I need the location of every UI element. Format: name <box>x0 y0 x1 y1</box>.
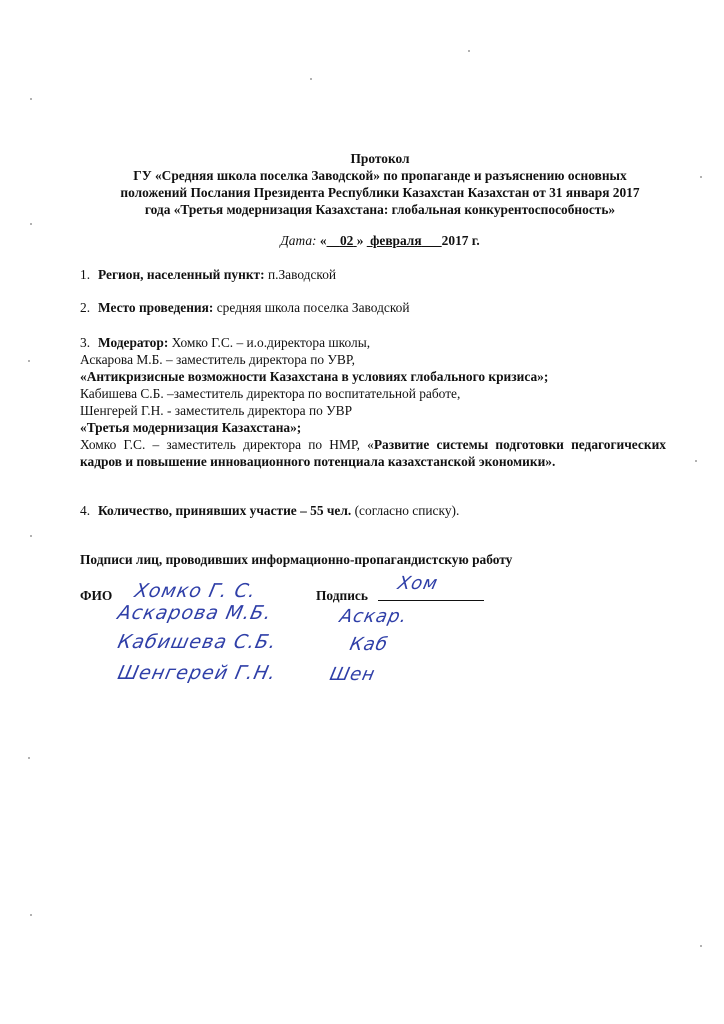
handwritten-name: Кабишева С.Б. <box>115 631 279 653</box>
date-year: 2017 г. <box>441 233 480 248</box>
handwritten-signature: Шен <box>327 664 378 685</box>
item-number: 4. <box>80 503 91 518</box>
moderator-topic: Развитие системы подготовки педагогических кадров и повышение инновационного потенциала казахстанской экономики». <box>80 437 666 469</box>
fio-label: ФИО <box>80 588 113 603</box>
moderator-line: Аскарова М.Б. – заместитель директора по УВР, <box>80 352 355 367</box>
date-open-quote: « <box>319 233 327 248</box>
moderator-line: Хомко Г.С. – заместитель директора по НМР, « <box>80 437 374 452</box>
item-value: (согласно списку). <box>351 503 460 518</box>
item-participants <box>80 502 459 519</box>
scan-speck <box>468 50 470 52</box>
moderator-line: Кабишева С.Б. –заместитель директора по воспитательной работе, <box>80 386 461 401</box>
handwritten-name: Аскарова М.Б. <box>115 602 274 624</box>
date-month-value: февраля <box>370 233 422 248</box>
moderator-topic: «Третья модернизация Казахстана»; <box>80 420 302 435</box>
document-title: Протокол <box>350 151 410 166</box>
handwritten-name: Хомко Г. С. <box>132 580 259 602</box>
scan-speck <box>695 460 697 462</box>
item-label: Место проведения: <box>98 300 214 315</box>
item-label: Регион, населенный пункт: <box>98 267 265 282</box>
item-value: средняя школа поселка Заводской <box>213 300 410 315</box>
item-number: 2. <box>80 300 91 315</box>
item-label: Количество, принявших участие – 55 чел. <box>98 503 352 518</box>
moderator-paragraph <box>80 436 666 470</box>
date-close-quote: » <box>356 233 364 248</box>
item-venue <box>80 299 410 316</box>
date-label: Дата: <box>280 233 317 248</box>
date-month <box>367 233 442 248</box>
handwritten-signature: Хом <box>395 573 441 594</box>
moderator-topic: «Антикризисные возможности Казахстана в условиях глобального кризиса»; <box>80 369 549 384</box>
header-line-3: года «Третья модернизация Казахстана: глобальная конкурентоспособность» <box>144 202 616 217</box>
signatures-heading: Подписи лиц, проводивших информационно-пропагандистскую работу <box>80 552 513 567</box>
scan-speck <box>30 914 32 916</box>
scan-speck <box>30 223 32 225</box>
scan-speck <box>28 360 30 362</box>
scan-speck <box>700 945 702 947</box>
item-number: 3. <box>80 335 91 350</box>
date-day-value: 02 <box>339 233 354 248</box>
item-value: Хомко Г.С. – и.о.директора школы, <box>168 335 371 350</box>
signature-label: Подпись <box>316 588 368 603</box>
item-label: Модератор: <box>98 335 169 350</box>
header-line-1: ГУ «Средняя школа поселка Заводской» по пропаганде и разъяснению основных <box>133 168 627 183</box>
scan-speck <box>310 78 312 80</box>
handwritten-name: Шенгерей Г.Н. <box>115 662 279 684</box>
scan-speck <box>28 757 30 759</box>
scan-speck <box>30 98 32 100</box>
item-region <box>80 266 336 283</box>
item-number: 1. <box>80 267 91 282</box>
item-moderator <box>80 334 370 351</box>
handwritten-signature: Аскар. <box>337 606 410 627</box>
date-line <box>60 233 700 249</box>
item-value: п.Заводской <box>264 267 337 282</box>
scan-speck <box>700 176 702 178</box>
date-day <box>327 233 357 248</box>
header-line-2: положений Послания Президента Республики Казахстан Казахстан от 31 января 2017 <box>120 185 640 200</box>
moderator-line: Шенгерей Г.Н. - заместитель директора по УВР <box>80 403 353 418</box>
handwritten-signature: Каб <box>347 634 391 655</box>
scan-speck <box>30 535 32 537</box>
